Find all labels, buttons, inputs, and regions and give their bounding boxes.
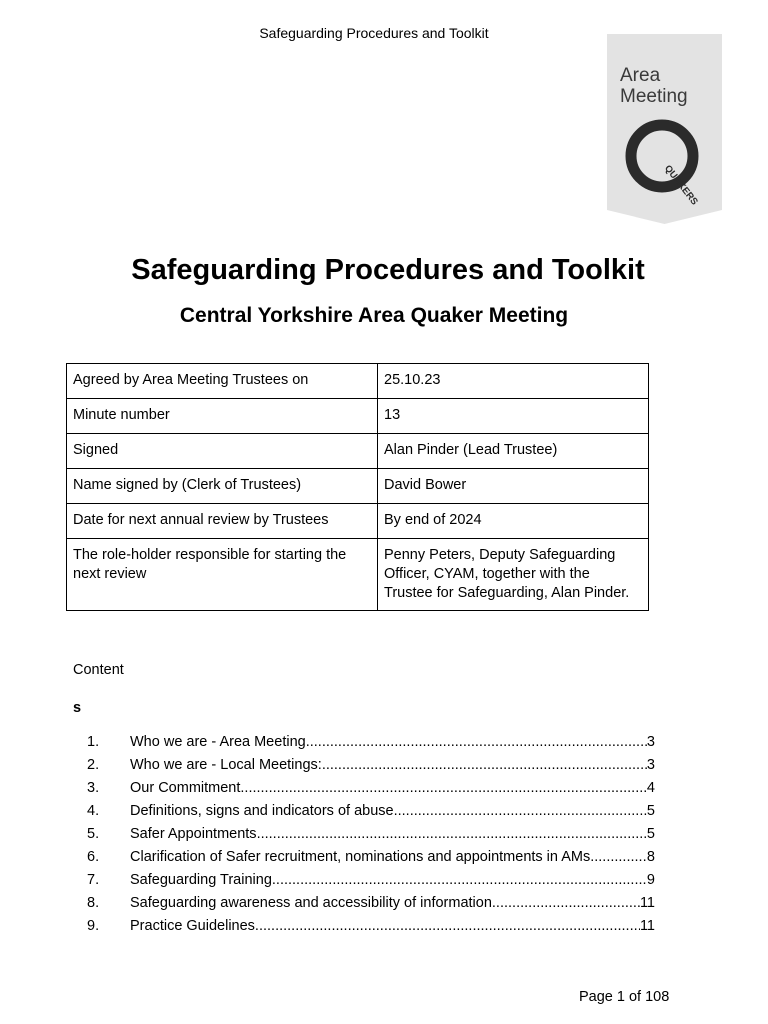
- toc-number: 5.: [87, 826, 100, 842]
- toc-leader-dots: [240, 780, 647, 796]
- table-row: [67, 469, 649, 504]
- toc-entry[interactable]: [87, 911, 655, 934]
- toc-leader-dots: [306, 734, 647, 750]
- toc-number: 3.: [87, 780, 100, 796]
- toc-page-number: 5: [646, 803, 655, 819]
- toc-entry[interactable]: [87, 773, 655, 796]
- logo-ring-text: QUAKERS: [661, 163, 700, 208]
- toc-number: 4.: [87, 803, 100, 819]
- document-title: Safeguarding Procedures and Toolkit: [131, 254, 645, 286]
- table-value-cell: Penny Peters, Deputy Safeguarding Officer, CYAM, together with the Trustee for Safeguarding, Alan Pinder.: [378, 539, 649, 611]
- logo-line-2: Meeting: [620, 86, 688, 107]
- table-row: [67, 539, 649, 611]
- table-label-cell: Minute number: [67, 399, 378, 434]
- contents-heading: Content: [73, 662, 124, 678]
- toc-page-number: 11: [639, 895, 655, 911]
- table-value-cell: 13: [378, 399, 649, 434]
- toc-leader-dots: [492, 895, 640, 911]
- toc-page-number: 5: [646, 826, 655, 842]
- toc-entry[interactable]: [87, 727, 655, 750]
- toc-entry[interactable]: [87, 750, 655, 773]
- toc-page-number: 3: [646, 757, 655, 773]
- toc-page-number: 8: [646, 849, 655, 865]
- toc-entry[interactable]: [87, 796, 655, 819]
- table-value-cell: Alan Pinder (Lead Trustee): [378, 434, 649, 469]
- toc-text: Who we are - Area Meeting: [130, 734, 306, 750]
- toc-text: Safeguarding Training: [130, 872, 272, 888]
- document-control-table: [66, 363, 649, 611]
- table-label-cell: The role-holder responsible for starting the next review: [67, 539, 378, 611]
- toc-entry[interactable]: [87, 865, 655, 888]
- toc-text: Safeguarding awareness and accessibility of information: [130, 895, 492, 911]
- toc-leader-dots: [394, 803, 647, 819]
- table-label-cell: Signed: [67, 434, 378, 469]
- toc-entry[interactable]: [87, 888, 655, 911]
- quakers-area-meeting-logo: [607, 34, 722, 224]
- table-row: [67, 364, 649, 399]
- toc-page-number: 9: [646, 872, 655, 888]
- toc-entry[interactable]: [87, 842, 655, 865]
- running-header: Safeguarding Procedures and Toolkit: [259, 25, 489, 41]
- toc-text: Practice Guidelines: [130, 918, 255, 934]
- toc-text: Safer Appointments: [130, 826, 257, 842]
- table-row: [67, 504, 649, 539]
- toc-number: 1.: [87, 734, 100, 750]
- table-value-cell: David Bower: [378, 469, 649, 504]
- toc-leader-dots: [322, 757, 647, 773]
- table-row: [67, 434, 649, 469]
- toc-page-number: 11: [639, 918, 655, 934]
- toc-text: Clarification of Safer recruitment, nominations and appointments in AMs: [130, 849, 591, 865]
- toc-number: 8.: [87, 895, 100, 911]
- toc-text: Who we are - Local Meetings:: [130, 757, 322, 773]
- toc-number: 6.: [87, 849, 100, 865]
- toc-leader-dots: [272, 872, 647, 888]
- toc-leader-dots: [257, 826, 647, 842]
- toc-page-number: 4: [646, 780, 655, 796]
- page-number-footer: Page 1 of 108: [579, 989, 670, 1005]
- table-of-contents: [87, 727, 655, 934]
- table-value-cell: By end of 2024: [378, 504, 649, 539]
- logo-line-1: Area: [620, 65, 661, 86]
- table-row: [67, 399, 649, 434]
- toc-number: 9.: [87, 918, 100, 934]
- toc-text: Our Commitment: [130, 780, 241, 796]
- toc-leader-dots: [255, 918, 640, 934]
- table-label-cell: Agreed by Area Meeting Trustees on: [67, 364, 378, 399]
- document-subtitle: Central Yorkshire Area Quaker Meeting: [179, 304, 569, 327]
- toc-number: 2.: [87, 757, 100, 773]
- table-label-cell: Date for next annual review by Trustees: [67, 504, 378, 539]
- table-value-cell: 25.10.23: [378, 364, 649, 399]
- table-label-cell: Name signed by (Clerk of Trustees): [67, 469, 378, 504]
- contents-heading-s: s: [73, 700, 82, 716]
- toc-page-number: 3: [646, 734, 655, 750]
- toc-text: Definitions, signs and indicators of abuse: [130, 803, 394, 819]
- toc-entry[interactable]: [87, 819, 655, 842]
- toc-number: 7.: [87, 872, 100, 888]
- toc-leader-dots: [590, 849, 647, 865]
